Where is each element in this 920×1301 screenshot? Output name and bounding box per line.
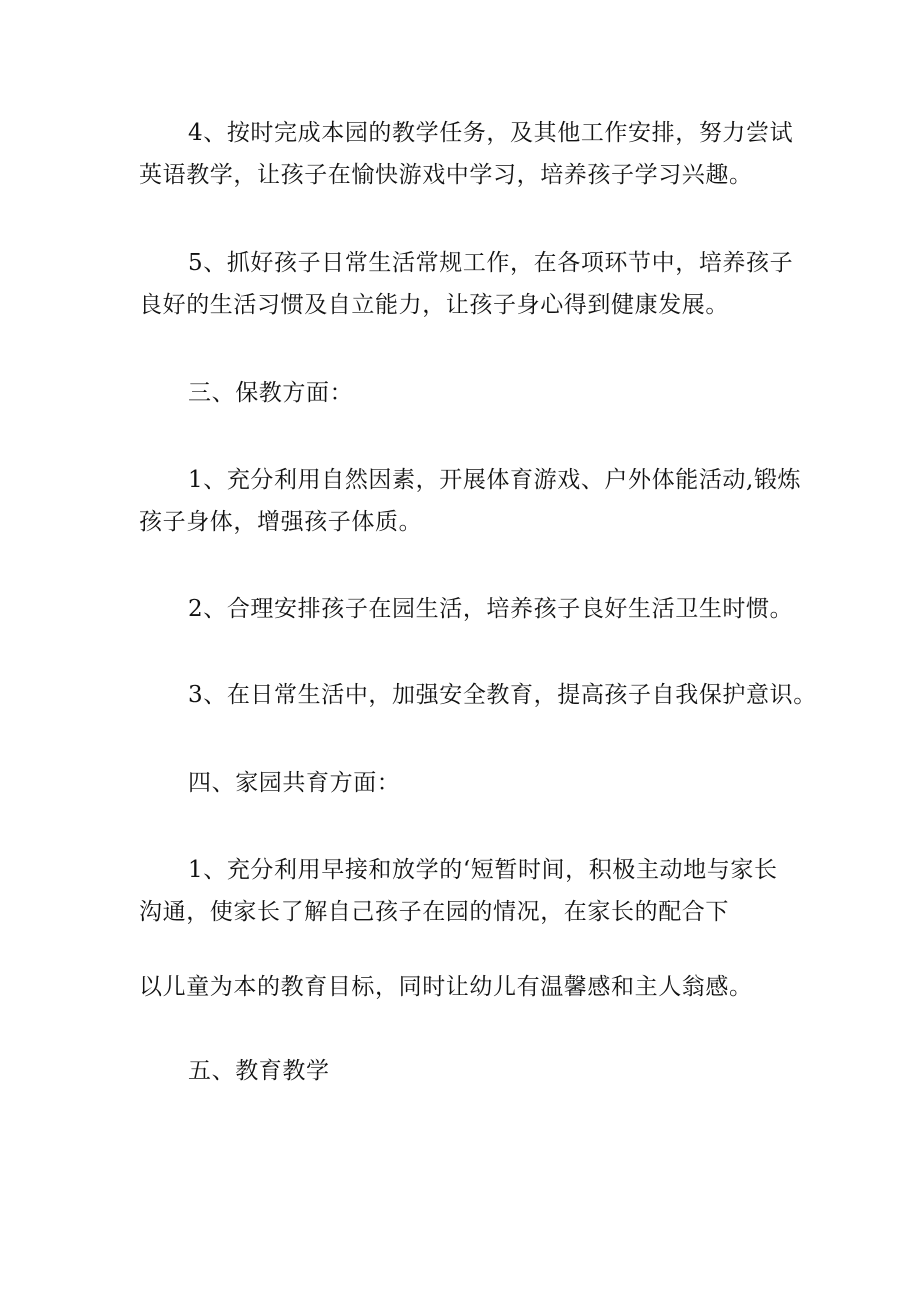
care-item-3: 3、在日常生活中，加强安全教育，提高孩子自我保护意识。 bbox=[188, 682, 817, 708]
paragraph-5-line-2: 良好的生活习惯及自立能力，让孩子身心得到健康发展。 bbox=[139, 292, 729, 318]
section-heading-5: 五、教育教学 bbox=[188, 1058, 330, 1084]
home-item-1-line-2: 沟通，使家长了解自己孩子在园的情况，在家长的配合下 bbox=[139, 899, 729, 925]
paragraph-4-line-1: 4、按时完成本园的教学任务，及其他工作安排，努力尝试 bbox=[188, 120, 794, 146]
paragraph-4-line-2: 英语教学，让孩子在愉快游戏中学习，培养孩子学习兴趣。 bbox=[139, 162, 753, 188]
home-item-1-line-1: 1、充分利用早接和放学的‘短暂时间，积极主动地与家长 bbox=[188, 857, 778, 883]
care-item-1-line-2: 孩子身体，增强孩子体质。 bbox=[139, 509, 423, 535]
section-heading-3: 三、保教方面： bbox=[188, 380, 354, 406]
section-heading-4: 四、家园共育方面： bbox=[188, 770, 401, 796]
home-item-1-line-3: 以儿童为本的教育目标，同时让幼儿有温馨感和主人翁感。 bbox=[139, 974, 753, 1000]
paragraph-5-line-1: 5、抓好孩子日常生活常规工作，在各项环节中，培养孩子 bbox=[188, 250, 794, 276]
care-item-2: 2、合理安排孩子在园生活，培养孩子良好生活卫生时惯。 bbox=[188, 596, 794, 622]
care-item-1-line-1: 1、充分利用自然因素，开展体育游戏、户外体能活动,锻炼 bbox=[188, 467, 802, 493]
